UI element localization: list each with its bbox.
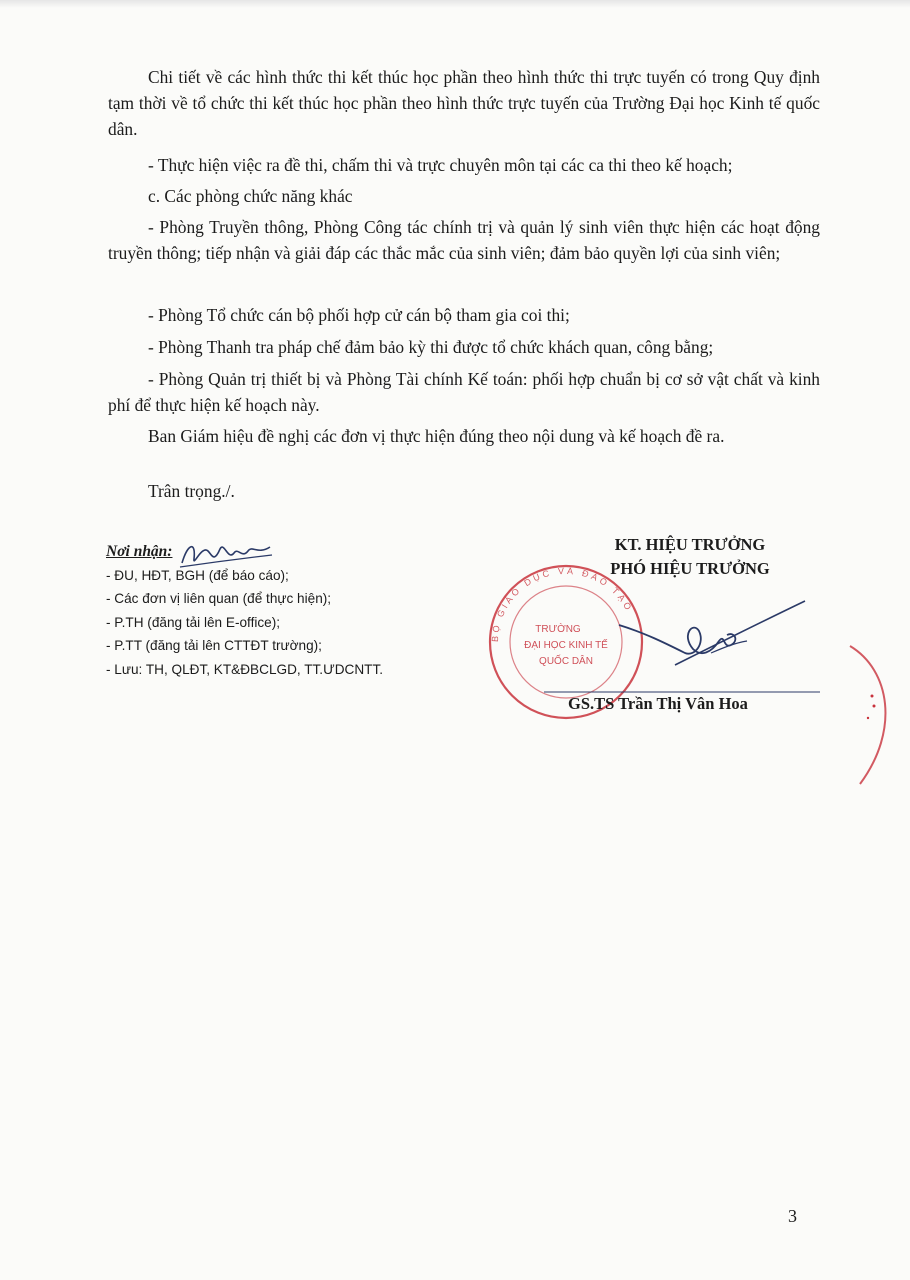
initials-signature [178, 533, 273, 573]
recipient-item: - P.TH (đăng tải lên E-office); [106, 614, 281, 630]
svg-text:TRƯỜNG: TRƯỜNG [535, 624, 581, 635]
paragraph-communications: - Phòng Truyền thông, Phòng Công tác chính trị và quản lý sinh viên thực hiện các hoạt động truyền thông; tiếp nhận và giải đáp các thắc mắc của sinh viên; đảm bảo quyền lợi của sinh viên; [108, 217, 820, 263]
recipient-item: - Lưu: TH, QLĐT, KT&ĐBCLGD, TT.ƯDCNTT. [106, 661, 384, 677]
recipients-title: Nơi nhận: [106, 543, 173, 560]
paragraph-request: Ban Giám hiệu đề nghị các đơn vị thực hiện đúng theo nội dung và kế hoạch đề ra. [148, 426, 725, 446]
svg-text:QUỐC DÂN: QUỐC DÂN [539, 656, 593, 667]
paragraph-exam-details: Chi tiết về các hình thức thi kết thúc học phần theo hình thức thi trực tuyến có trong Quy định tạm thời về tổ chức thi kết thúc học phần theo hình thức trực tuyến của Trường Đại học Kinh tế quốc dân. [108, 67, 820, 139]
handwritten-signature [615, 595, 815, 675]
svg-text:BỘ GIÁO DỤC VÀ ĐÀO TẠO: BỘ GIÁO DỤC VÀ ĐÀO TẠO [489, 565, 635, 643]
recipient-item: - ĐU, HĐT, BGH (để báo cáo); [106, 567, 289, 583]
recipient-item: - Các đơn vị liên quan (để thực hiện); [106, 591, 332, 606]
paragraph-personnel: - Phòng Tổ chức cán bộ phối hợp cử cán bộ tham gia coi thi; [148, 305, 570, 325]
signature-line-1: KT. HIỆU TRƯỞNG [614, 535, 766, 554]
closing-regards: Trân trọng./. [148, 481, 235, 501]
paragraph-facilities-finance: - Phòng Quản trị thiết bị và Phòng Tài chính Kế toán: phối hợp chuẩn bị cơ sở vật chất và kinh phí để thực hiện kế hoạch này. [108, 369, 820, 415]
page-number: 3 [788, 1206, 797, 1226]
paragraph-exam-tasks: - Thực hiện việc ra đề thi, chấm thi và trực chuyên môn tại các ca thi theo kế hoạch; [148, 155, 733, 175]
signature-line-2: PHÓ HIỆU TRƯỞNG [610, 559, 770, 578]
paragraph-inspection: - Phòng Thanh tra pháp chế đảm bảo kỳ thi được tổ chức khách quan, công bằng; [148, 337, 714, 357]
signatory-name: GS.TS Trần Thị Vân Hoa [568, 694, 748, 713]
section-heading-other-offices: c. Các phòng chức năng khác [148, 186, 353, 206]
partial-seal-edge [820, 640, 910, 790]
svg-text:ĐẠI HỌC KINH TẾ: ĐẠI HỌC KINH TẾ [524, 640, 608, 651]
recipient-item: - P.TT (đăng tải lên CTTĐT trường); [106, 638, 322, 653]
scan-edge [0, 0, 910, 8]
